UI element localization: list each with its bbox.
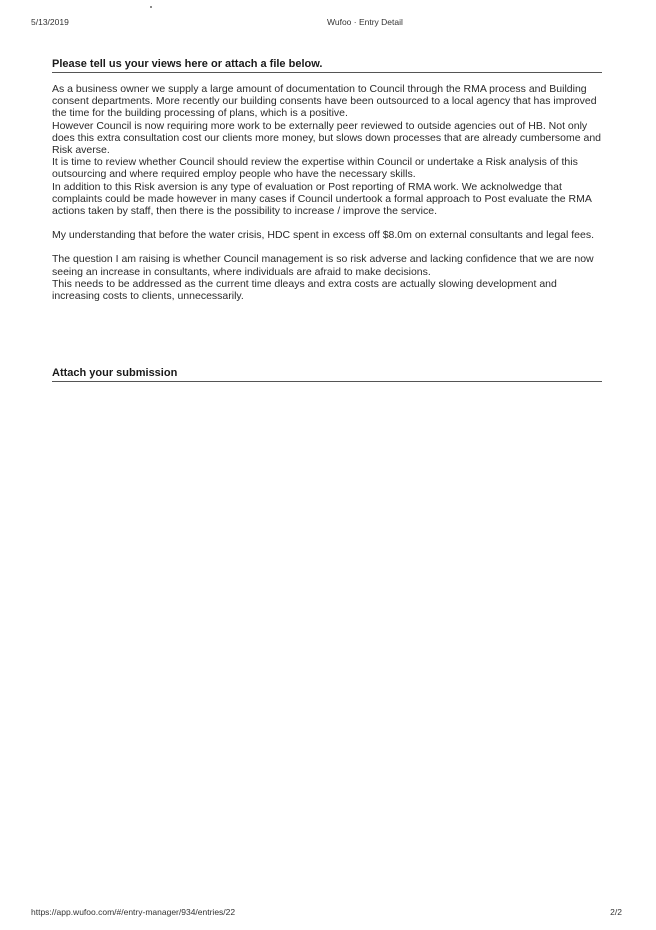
print-url: https://app.wufoo.com/#/entry-manager/934/entries/22 xyxy=(31,907,236,917)
paragraph-risk-aversion: In addition to this Risk aversion is any type of evaluation or Post reporting of RMA work. We acknolwedge that complaints could be made however in many cases if Council undertook a formal approach to Post evaluate the RMA actions taken by staff, then there is the possibility to increase / improve the service. xyxy=(52,180,592,218)
paragraph-water-crisis: My understanding that before the water crisis, HDC spent in excess off $8.0m on external consultants and legal fees. xyxy=(52,229,595,242)
views-section xyxy=(52,57,602,302)
attach-section-title: Attach your submission xyxy=(52,366,602,382)
paragraph-management-question: The question I am raising is whether Council management is so risk adverse and lacking confidence that we are now seeing an increase in consultants, where individuals are afraid to make decisions. xyxy=(52,253,594,278)
print-header xyxy=(31,17,622,29)
print-date: 5/13/2019 xyxy=(31,17,69,27)
paragraph-peer-review: However Council is now requiring more work to be externally peer reviewed to outside agencies out of HB. Not only does this extra consultation cost our clients more money, but slows down processes that are already cumbersome and Risk averse. xyxy=(52,119,601,157)
scan-speck xyxy=(150,6,152,8)
paragraph-needs-addressing: This needs to be addressed as the current time dleays and extra costs are actually slowing development and increasing costs to clients, unnecessarily. xyxy=(52,277,557,303)
page-number: 2/2 xyxy=(610,907,622,917)
print-page-title: Wufoo · Entry Detail xyxy=(327,17,403,27)
print-footer xyxy=(31,907,622,919)
paragraph-business-owner: As a business owner we supply a large amount of documentation to Council through the RMA process and Building consent departments. More recently our building consents have been outsourced to a local agency that has improved the time for the building processing of plans, which is a positive. xyxy=(52,83,597,120)
paragraph-gap xyxy=(52,217,602,229)
views-section-body xyxy=(52,83,602,302)
views-section-title: Please tell us your views here or attach a file below. xyxy=(52,57,602,73)
attach-section xyxy=(52,366,602,382)
paragraph-gap xyxy=(52,241,602,253)
paragraph-expertise-review: It is time to review whether Council should review the expertise within Council or undertake a Risk analysis of this outsourcing and where required employ people who have the necessary skills. xyxy=(52,156,578,181)
